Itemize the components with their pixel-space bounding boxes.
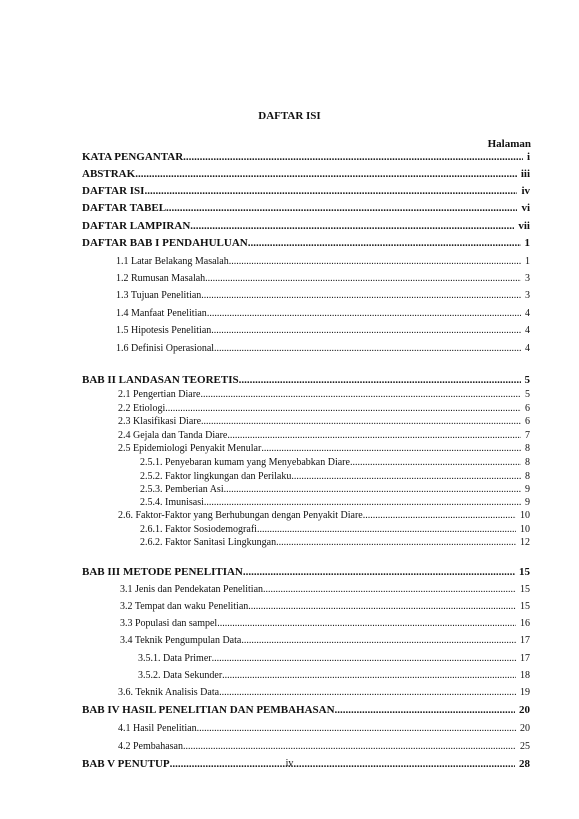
toc-entry-page: 8 [525, 471, 530, 482]
toc-entry-page: 5 [524, 374, 530, 386]
dot-leader [166, 201, 517, 215]
toc-entry-label: 2.2 Etiologi [118, 403, 166, 414]
toc-entry-label: KATA PENGANTAR [82, 151, 184, 163]
toc-entry-label: 1.3 Tujuan Penelitian [116, 290, 202, 301]
toc-entry [116, 342, 530, 356]
toc-entry-page: 15 [519, 566, 530, 578]
toc-entry-label: 1.5 Hipotesis Penelitian [116, 325, 212, 336]
toc-title: DAFTAR ISI [258, 110, 321, 122]
toc-entry-page: vi [521, 202, 530, 214]
toc-entry-page: iv [521, 185, 530, 197]
dot-leader [207, 307, 521, 321]
toc-entry-label: 2.6.2. Faktor Sanitasi Lingkungan [140, 537, 277, 548]
dot-leader [165, 402, 521, 416]
toc-entry [82, 150, 530, 164]
toc-entry-label: 2.6. Faktor-Faktor yang Berhubungan dengan Penyakit Diare [118, 510, 363, 521]
dot-leader [183, 150, 523, 164]
dot-leader [227, 429, 521, 443]
toc-entry [118, 429, 530, 443]
toc-entry-page: 3 [525, 273, 530, 284]
toc-entry-label: 1.6 Definisi Operasional [116, 343, 215, 354]
dot-leader [201, 415, 521, 429]
dot-leader [257, 523, 516, 537]
toc-entry-label: 1.2 Rumusan Masalah [116, 273, 206, 284]
toc-entry-page: 25 [520, 741, 530, 752]
dot-leader [261, 442, 521, 456]
toc-entry [118, 442, 530, 456]
toc-entry [82, 703, 530, 717]
toc-entry-page: 20 [520, 723, 530, 734]
toc-entry-page: 9 [525, 484, 530, 495]
toc-entry-page: 1 [524, 237, 530, 249]
toc-entry-label: 2.5.4. Imunisasi [140, 497, 204, 508]
toc-entry [138, 669, 530, 683]
toc-entry-label: BAB V PENUTUP [82, 758, 170, 770]
toc-entry-label: 2.3 Klasifikasi Diare [118, 416, 202, 427]
toc-entry-page: 19 [520, 687, 530, 698]
dot-leader [363, 509, 516, 523]
toc-entry [116, 307, 530, 321]
dot-leader [224, 483, 521, 497]
toc-entry-page: 16 [520, 618, 530, 629]
toc-entry [118, 388, 530, 402]
dot-leader [204, 496, 521, 510]
toc-entry [82, 236, 530, 250]
dot-leader [239, 373, 521, 387]
toc-entry [116, 255, 530, 269]
toc-entry-label: 2.5.2. Faktor lingkungan dan Perilaku [140, 471, 292, 482]
toc-entry [82, 219, 530, 233]
toc-entry [118, 686, 530, 700]
dot-leader [276, 536, 516, 550]
toc-entry-page: 10 [520, 524, 530, 535]
dot-leader [197, 722, 516, 736]
toc-entry [82, 373, 530, 387]
dot-leader [291, 470, 521, 484]
toc-entry-label: 3.4 Teknik Pengumpulan Data [120, 635, 242, 646]
toc-entry-label: 2.5.3. Pemberian Asi [140, 484, 224, 495]
toc-entry [82, 167, 530, 181]
dot-leader [135, 167, 517, 181]
toc-entry-page: i [526, 151, 530, 163]
dot-leader [350, 456, 521, 470]
toc-entry-page: 6 [525, 416, 530, 427]
dot-leader [200, 388, 521, 402]
page-column-header: Halaman [487, 138, 531, 150]
dot-leader [229, 255, 521, 269]
toc-entry-label: DAFTAR ISI [82, 185, 145, 197]
toc-entry-label: BAB III METODE PENELITIAN [82, 566, 243, 578]
toc-entry-label: 4.2 Pembahasan [118, 741, 183, 752]
dot-leader [190, 219, 514, 233]
toc-entry [140, 536, 530, 550]
toc-entry-label: 2.5.1. Penyebaran kumam yang Menyebabkan Diare [140, 457, 350, 468]
toc-entry-label: 3.3 Populasi dan sampel [120, 618, 218, 629]
toc-entry-page: 15 [520, 601, 530, 612]
toc-entry [82, 184, 530, 198]
toc-entry-label: BAB II LANDASAN TEORETIS [82, 374, 239, 386]
dot-leader [201, 289, 521, 303]
toc-entry-page: 7 [525, 430, 530, 441]
dot-leader [248, 236, 521, 250]
toc-entry-label: 3.2 Tempat dan waku Penelitian [120, 601, 249, 612]
toc-entry [140, 496, 530, 510]
toc-entry-page: 17 [520, 653, 530, 664]
toc-entry [140, 523, 530, 537]
toc-entry-page: 15 [520, 584, 530, 595]
dot-leader [144, 184, 517, 198]
toc-entry [116, 272, 530, 286]
toc-entry [140, 456, 530, 470]
toc-entry [120, 634, 530, 648]
toc-entry-label: 2.6.1. Faktor Sosiodemografi [140, 524, 257, 535]
dot-leader [212, 652, 516, 666]
dot-leader [219, 686, 516, 700]
toc-entry [120, 583, 530, 597]
toc-entry-page: 10 [520, 510, 530, 521]
toc-entry-page: vii [518, 220, 530, 232]
toc-entry-label: 2.4 Gejala dan Tanda Diare [118, 430, 228, 441]
toc-entry-label: 1.1 Latar Belakang Masalah [116, 256, 229, 267]
toc-entry [118, 509, 530, 523]
toc-entry-page: 1 [525, 256, 530, 267]
toc-entry-page: 12 [520, 537, 530, 548]
toc-entry-page: iii [520, 168, 530, 180]
dot-leader [248, 600, 516, 614]
dot-leader [241, 634, 516, 648]
toc-entry-label: 2.5 Epidemiologi Penyakit Menular [118, 443, 262, 454]
toc-entry-page: 18 [520, 670, 530, 681]
toc-entry [120, 617, 530, 631]
toc-entry [116, 324, 530, 338]
toc-entry-label: DAFTAR LAMPIRAN [82, 220, 191, 232]
page-number: iv [285, 758, 294, 769]
toc-entry-label: 3.5.2. Data Sekunder [138, 670, 223, 681]
toc-entry-label: DAFTAR TABEL [82, 202, 167, 214]
toc-entry [118, 722, 530, 736]
dot-leader [214, 342, 521, 356]
toc-entry [118, 402, 530, 416]
dot-leader [263, 583, 516, 597]
dot-leader [217, 617, 516, 631]
toc-entry-page: 8 [525, 457, 530, 468]
toc-entry [120, 600, 530, 614]
toc-entry-page: 17 [520, 635, 530, 646]
dot-leader [211, 324, 521, 338]
toc-entry-label: 3.1 Jenis dan Pendekatan Penelitian [120, 584, 264, 595]
toc-entry-label: 3.5.1. Data Primer [138, 653, 212, 664]
toc-entry-page: 4 [525, 308, 530, 319]
toc-entry-page: 20 [519, 704, 530, 716]
toc-entry [138, 652, 530, 666]
toc-entry-page: 3 [525, 290, 530, 301]
toc-entry-page: 5 [525, 389, 530, 400]
toc-entry-label: 3.6. Teknik Analisis Data [118, 687, 220, 698]
toc-entry [116, 289, 530, 303]
toc-entry-label: DAFTAR BAB I PENDAHULUAN [82, 237, 248, 249]
toc-entry [82, 201, 530, 215]
toc-entry-page: 28 [519, 758, 530, 770]
toc-entry-page: 4 [525, 343, 530, 354]
dot-leader [183, 740, 516, 754]
toc-entry-page: 9 [525, 497, 530, 508]
toc-entry-page: 4 [525, 325, 530, 336]
toc-entry [118, 415, 530, 429]
toc-entry-label: BAB IV HASIL PENELITIAN DAN PEMBAHASAN [82, 704, 335, 716]
dot-leader [243, 565, 515, 579]
toc-entry [118, 740, 530, 754]
toc-entry-label: ABSTRAK [82, 168, 136, 180]
toc-entry-page: 6 [525, 403, 530, 414]
toc-entry-label: 2.1 Pengertian Diare [118, 389, 201, 400]
toc-entry-page: 8 [525, 443, 530, 454]
toc-entry [140, 470, 530, 484]
toc-entry-label: 1.4 Manfaat Penelitian [116, 308, 207, 319]
dot-leader [222, 669, 516, 683]
dot-leader [205, 272, 521, 286]
toc-entry [140, 483, 530, 497]
dot-leader [335, 703, 515, 717]
toc-entry [82, 565, 530, 579]
toc-entry-label: 4.1 Hasil Penelitian [118, 723, 197, 734]
